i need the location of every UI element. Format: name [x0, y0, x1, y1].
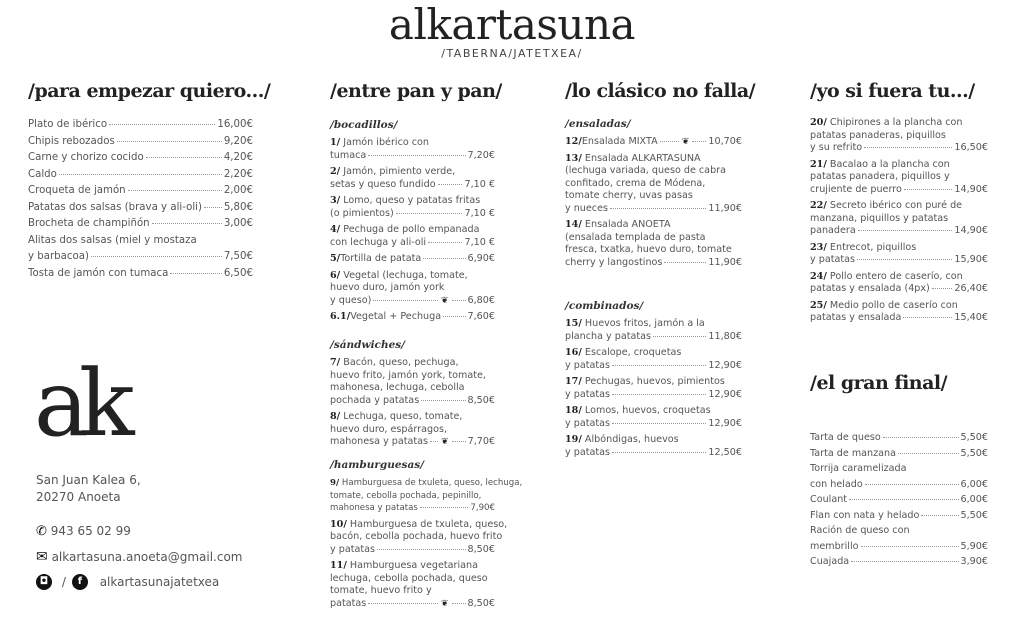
item-text: Jamón, pimiento verde, — [343, 166, 456, 177]
dot-leader — [612, 394, 706, 395]
dot-leader — [851, 561, 958, 562]
item-text: crujiente de puerro — [810, 183, 902, 195]
menu-item — [565, 136, 742, 149]
item-price: 8,50€ — [467, 543, 495, 555]
item-price: 7,20€ — [467, 149, 495, 161]
menu-item — [810, 242, 988, 267]
item-text: Lechuga, queso, tomate, — [343, 411, 463, 422]
menu-item — [565, 219, 742, 269]
leaf-icon: ❦ — [441, 437, 449, 447]
menu-item — [330, 357, 495, 407]
item-price: 5,50€ — [960, 432, 988, 443]
dot-leader — [430, 441, 438, 442]
item-text: Jamón ibérico con — [343, 137, 429, 148]
item-text: Cuajada — [810, 556, 850, 567]
dot-leader — [612, 452, 706, 453]
dot-leader — [612, 365, 706, 366]
dot-leader — [864, 147, 952, 148]
section-heading: /el gran final/ — [810, 372, 948, 394]
menu-item — [565, 405, 742, 430]
item-text: pochada y patatas — [330, 394, 420, 406]
item-text: huevo duro, espárragos, — [330, 423, 448, 435]
item-text: y patatas — [565, 417, 610, 429]
menu-item — [330, 518, 508, 557]
phone-number[interactable]: 943 65 02 99 — [50, 524, 131, 538]
item-text: bacón, cebolla pochada, huevo frito — [330, 531, 503, 542]
item-price: 6,90€ — [467, 253, 495, 264]
item-text: y su refrito — [810, 142, 863, 153]
phone-icon: ✆ — [36, 524, 47, 539]
item-number: 6/ — [330, 269, 341, 281]
item-price: 7,10 € — [464, 207, 495, 219]
item-text: Lomo, queso y patatas fritas — [343, 195, 481, 206]
item-text: Bacón, queso, pechuga, — [343, 357, 459, 368]
menu-item — [810, 271, 988, 296]
item-text: y barbacoa) — [28, 251, 89, 262]
item-number: 19/ — [565, 434, 582, 445]
dot-leader — [452, 441, 466, 442]
item-number: 8/ — [330, 411, 341, 422]
item-number: 18/ — [565, 405, 582, 416]
dot-leader — [664, 262, 706, 263]
column-gran-final — [810, 372, 988, 567]
menu-item — [28, 233, 253, 266]
menu-item — [565, 434, 742, 459]
item-price: 14,90€ — [954, 183, 988, 195]
item-text: (ensalada templada de pasta — [565, 231, 706, 243]
dot-leader — [117, 141, 222, 142]
item-text: tumaca — [330, 149, 367, 161]
column-clasico — [565, 80, 756, 458]
item-text: Chipis rebozados — [28, 135, 115, 147]
item-text: tomate, cebolla pochada, pepinillo, — [330, 490, 482, 501]
item-text: Escalope, croquetas — [584, 347, 682, 358]
item-text: Tarta de manzana — [810, 447, 897, 459]
item-text: patatas y ensalada — [810, 312, 902, 323]
instagram-icon[interactable]: ◘ — [36, 574, 52, 590]
menu-item — [330, 253, 495, 266]
section-heading: /lo clásico no falla/ — [565, 80, 756, 102]
item-text: y nueces — [565, 202, 608, 214]
dot-leader — [204, 207, 222, 208]
dot-leader — [932, 288, 953, 289]
item-price: 7,10 € — [464, 178, 495, 190]
item-text: Ensalada MIXTA — [581, 136, 658, 147]
item-text: Pechuga de pollo empanada — [343, 224, 480, 235]
item-text: Tortilla de patata — [340, 253, 422, 264]
item-text: Tosta de jamón con tumaca — [28, 267, 169, 279]
item-text: Brocheta de champiñón — [28, 218, 150, 229]
item-price: 9,20€ — [223, 135, 253, 147]
item-price: 3,90€ — [960, 556, 988, 567]
item-text: patatas panaderas, piquillos — [810, 129, 946, 141]
item-price: 12,90€ — [708, 359, 742, 371]
dot-leader — [368, 603, 438, 604]
menu-item — [28, 183, 253, 200]
item-number: 9/ — [330, 478, 340, 488]
dot-leader — [438, 184, 463, 185]
item-price: 11,80€ — [708, 330, 742, 342]
email-link[interactable]: alkartasuna.anoeta@gmail.com — [51, 550, 243, 564]
item-text: Hamburguesa de txuleta, queso, — [349, 518, 508, 530]
item-text: Ensalada ANOETA — [584, 219, 671, 230]
menu-item — [28, 134, 253, 151]
menu-item — [330, 224, 495, 249]
item-text: y patatas — [810, 254, 855, 265]
item-price: 2,20€ — [223, 168, 253, 180]
item-number: 13/ — [565, 152, 582, 164]
menu-section — [810, 117, 988, 329]
item-number: 24/ — [810, 270, 827, 282]
item-text: Patatas dos salsas (brava y ali-oli) — [28, 201, 202, 213]
item-price: 12,90€ — [708, 388, 742, 400]
item-number: 7/ — [330, 357, 341, 368]
dot-leader — [865, 484, 959, 485]
dot-leader — [898, 453, 959, 454]
item-price: 12,90€ — [708, 417, 742, 429]
menu-item — [565, 347, 742, 372]
item-text: mahonesa, lechuga, cebolla — [330, 382, 465, 393]
item-text: Carne y chorizo cocido — [28, 152, 144, 163]
item-text: setas y queso fundido — [330, 178, 436, 190]
item-text: Entrecot, piquillos — [829, 241, 917, 253]
item-price: 26,40€ — [954, 283, 988, 294]
item-price: 7,50€ — [223, 251, 253, 262]
item-price: 3,00€ — [223, 218, 253, 229]
ak-logo: ak — [34, 350, 125, 457]
dot-leader — [904, 189, 953, 190]
menu-section — [330, 119, 495, 328]
item-text: Caldo — [28, 168, 57, 180]
tagline: /TABERNA/JATETXEA/ — [441, 47, 583, 60]
section-heading: /para empezar quiero.../ — [28, 80, 271, 102]
subsection-heading: /hamburguesas/ — [330, 459, 425, 471]
item-price: 5,90€ — [960, 540, 988, 552]
dot-leader — [128, 190, 222, 191]
item-text: Vegetal (lechuga, tomate, — [343, 269, 468, 281]
menu-item — [28, 150, 253, 167]
item-price: 12,50€ — [708, 446, 742, 458]
item-text: Vegetal + Pechuga — [350, 311, 442, 322]
menu-item — [28, 266, 253, 283]
menu-item — [330, 311, 495, 324]
section-heading: /entre pan y pan/ — [330, 80, 502, 102]
dot-leader — [443, 316, 465, 317]
menu-item — [810, 523, 988, 554]
item-price: 14,90€ — [954, 225, 988, 236]
item-text: y patatas — [565, 359, 610, 371]
item-text: cherry y langostinos — [565, 256, 663, 268]
menu-item — [810, 554, 988, 570]
item-text: con lechuga y ali-oli — [330, 236, 427, 248]
menu-section — [810, 430, 988, 570]
item-text: y patatas — [565, 388, 610, 400]
menu-item — [810, 300, 988, 325]
item-number: 10/ — [330, 518, 347, 530]
item-text: confitado, crema de Módena, — [565, 177, 706, 189]
dot-leader — [452, 300, 466, 301]
subsection-heading: /bocadillos/ — [330, 119, 398, 131]
item-text: Flan con nata y helado — [810, 509, 920, 521]
dot-leader — [428, 242, 462, 243]
item-number: 5/ — [330, 253, 341, 264]
column-entre-pan — [330, 80, 523, 609]
dot-leader — [91, 256, 222, 257]
item-price: 6,00€ — [960, 478, 988, 490]
menu-item — [565, 318, 742, 343]
dot-leader — [152, 223, 222, 224]
subsection-heading: /combinados/ — [565, 300, 644, 312]
item-number: 6.1/ — [330, 311, 351, 322]
item-number: 15/ — [565, 318, 582, 329]
menu-section — [565, 118, 742, 273]
dot-leader — [420, 507, 469, 508]
item-number: 20/ — [810, 117, 827, 128]
menu-section — [330, 339, 495, 453]
dot-leader — [170, 273, 221, 274]
menu-item — [810, 461, 988, 492]
menu-item — [565, 376, 742, 401]
item-text: panadera — [810, 225, 856, 236]
item-text: Coulant — [810, 494, 848, 505]
item-text: Tarta de queso — [810, 432, 881, 443]
item-text: y patatas — [565, 446, 610, 458]
item-text: Pechugas, huevos, pimientos — [584, 376, 725, 387]
menu-item — [810, 430, 988, 446]
item-text: Ensalada ALKARTASUNA — [584, 152, 701, 164]
item-price: 11,90€ — [708, 202, 742, 214]
dot-leader — [883, 437, 959, 438]
item-text: manzana, piquillos y patatas — [810, 212, 949, 224]
item-text: mahonesa y patatas — [330, 503, 418, 513]
subsection-heading: /ensaladas/ — [565, 118, 631, 130]
dot-leader — [368, 155, 465, 156]
menu-item — [28, 216, 253, 233]
item-price: 6,50€ — [223, 267, 253, 279]
dot-leader — [861, 546, 959, 547]
menu-item — [28, 117, 253, 134]
dot-leader — [377, 549, 466, 550]
item-number: 25/ — [810, 299, 827, 311]
menu-item — [330, 195, 495, 220]
item-price: 8,50€ — [467, 394, 495, 406]
item-text: Medio pollo de caserío con — [829, 299, 958, 311]
item-text: patatas — [330, 597, 367, 609]
item-number: 17/ — [565, 376, 582, 387]
dot-leader — [858, 230, 953, 231]
menu-item — [330, 270, 495, 308]
item-text: huevo frito, jamón york, tomate, — [330, 369, 486, 381]
dot-leader — [921, 515, 958, 516]
dot-leader — [849, 499, 958, 500]
item-text: y queso) — [330, 294, 372, 306]
menu-item — [810, 159, 988, 197]
item-number: 12/ — [565, 136, 582, 147]
dot-leader — [373, 300, 438, 301]
section-heading: /yo si fuera tu.../ — [810, 80, 975, 102]
facebook-icon[interactable]: f — [72, 574, 88, 590]
item-text: Pollo entero de caserío, con — [829, 270, 963, 282]
item-text: patatas y ensalada (4px) — [810, 283, 930, 294]
item-text: membrillo — [810, 540, 859, 552]
item-number: 16/ — [565, 347, 582, 358]
item-text: Hamburguesa vegetariana — [349, 560, 478, 571]
menu-item — [810, 117, 988, 155]
item-text: Hamburguesa de txuleta, queso, lechuga, — [341, 478, 523, 488]
address-line2: 20270 Anoeta — [36, 490, 121, 504]
menu-item — [330, 137, 495, 162]
menu-section — [28, 117, 253, 282]
menu-item — [565, 153, 742, 216]
menu-section — [330, 459, 523, 614]
item-text: Huevos fritos, jamón a la — [584, 318, 705, 329]
item-price: 7,60€ — [467, 311, 495, 322]
item-price: 7,10 € — [464, 236, 495, 248]
item-text: con helado — [810, 478, 863, 490]
item-text: tomate, huevo frito y — [330, 585, 432, 596]
menu-item — [330, 477, 523, 515]
dot-leader — [653, 336, 706, 337]
social-handle[interactable]: alkartasunajatetxea — [99, 574, 220, 589]
subsection-heading: /sándwiches/ — [330, 339, 406, 351]
social-separator: / — [61, 574, 66, 589]
item-number: 2/ — [330, 166, 341, 177]
dot-leader — [423, 258, 465, 259]
dot-leader — [146, 157, 222, 158]
item-number: 14/ — [565, 219, 582, 230]
item-number: 23/ — [810, 241, 827, 253]
item-text: (o pimientos) — [330, 207, 394, 219]
item-text: Chipirones a la plancha con — [829, 117, 963, 128]
address-line1: San Juan Kalea 6, — [36, 473, 141, 487]
item-price: 16,00€ — [217, 119, 253, 130]
item-text: Croqueta de jamón — [28, 185, 126, 196]
leaf-icon: ❦ — [681, 137, 690, 147]
item-price: 15,40€ — [954, 312, 988, 323]
dot-leader — [452, 603, 466, 604]
item-number: 4/ — [330, 224, 341, 235]
item-text: Bacalao a la plancha con — [829, 158, 950, 170]
item-price: 8,50€ — [467, 597, 495, 609]
item-price: 7,70€ — [467, 436, 496, 447]
dot-leader — [421, 400, 465, 401]
item-text: fresca, txatka, huevo duro, tomate — [565, 244, 732, 255]
item-price: 15,90€ — [954, 254, 988, 265]
item-text: tomate cherry, uvas pasas — [565, 190, 693, 201]
item-number: 22/ — [810, 200, 827, 211]
item-text: y patatas — [330, 543, 375, 555]
menu-item — [330, 166, 495, 191]
column-yo-si-fuera — [810, 80, 988, 323]
dot-leader — [396, 213, 463, 214]
item-text: mahonesa y patatas — [330, 436, 429, 447]
item-price: 2,00€ — [223, 185, 253, 196]
item-price: 5,80€ — [223, 201, 253, 213]
dot-leader — [660, 141, 679, 142]
menu-item — [810, 446, 988, 462]
item-number: 1/ — [330, 137, 341, 148]
menu-item — [28, 200, 253, 217]
dot-leader — [903, 317, 952, 318]
dot-leader — [692, 141, 706, 142]
item-price: 16,50€ — [954, 142, 988, 153]
item-price: 6,00€ — [960, 494, 988, 505]
item-price: 6,80€ — [467, 294, 495, 306]
mail-icon: ✉ — [36, 549, 48, 565]
item-price: 11,90€ — [708, 256, 742, 268]
menu-section — [565, 300, 742, 463]
menu-item — [810, 492, 988, 508]
item-text: Plato de ibérico — [28, 119, 108, 130]
item-price: 5,50€ — [960, 447, 988, 459]
item-text: Torrija caramelizada — [810, 463, 907, 474]
dot-leader — [109, 124, 215, 125]
item-text: Alitas dos salsas (miel y mostaza — [28, 234, 197, 246]
item-number: 3/ — [330, 195, 341, 206]
column-para-empezar — [28, 80, 271, 279]
item-text: patatas panadera, piquillos y — [810, 171, 950, 182]
item-text: lechuga, cebolla pochada, queso — [330, 572, 488, 584]
menu-item — [330, 411, 495, 449]
item-price: 7,90€ — [470, 503, 495, 513]
menu-item — [810, 200, 988, 238]
item-text: Secreto ibérico con puré de — [829, 200, 963, 211]
item-text: huevo duro, jamón york — [330, 282, 445, 293]
leaf-icon: ❦ — [440, 598, 449, 609]
item-text: (lechuga variada, queso de cabra — [565, 165, 726, 176]
item-number: 11/ — [330, 560, 347, 571]
item-price: 5,50€ — [960, 509, 988, 521]
menu-item — [810, 508, 988, 524]
item-price: 4,20€ — [223, 152, 253, 163]
item-text: plancha y patatas — [565, 330, 651, 342]
menu-item — [330, 560, 495, 610]
leaf-icon: ❦ — [440, 295, 449, 306]
item-text: Lomos, huevos, croquetas — [584, 405, 711, 416]
dot-leader — [612, 423, 706, 424]
item-text: Albóndigas, huevos — [584, 434, 679, 445]
dot-leader — [59, 174, 222, 175]
dot-leader — [610, 208, 706, 209]
brand-title: alkartasuna — [388, 0, 636, 49]
menu-item — [28, 167, 253, 184]
dot-leader — [857, 259, 952, 260]
item-text: Ración de queso con — [810, 525, 910, 536]
item-number: 21/ — [810, 158, 827, 170]
item-price: 10,70€ — [708, 136, 742, 147]
